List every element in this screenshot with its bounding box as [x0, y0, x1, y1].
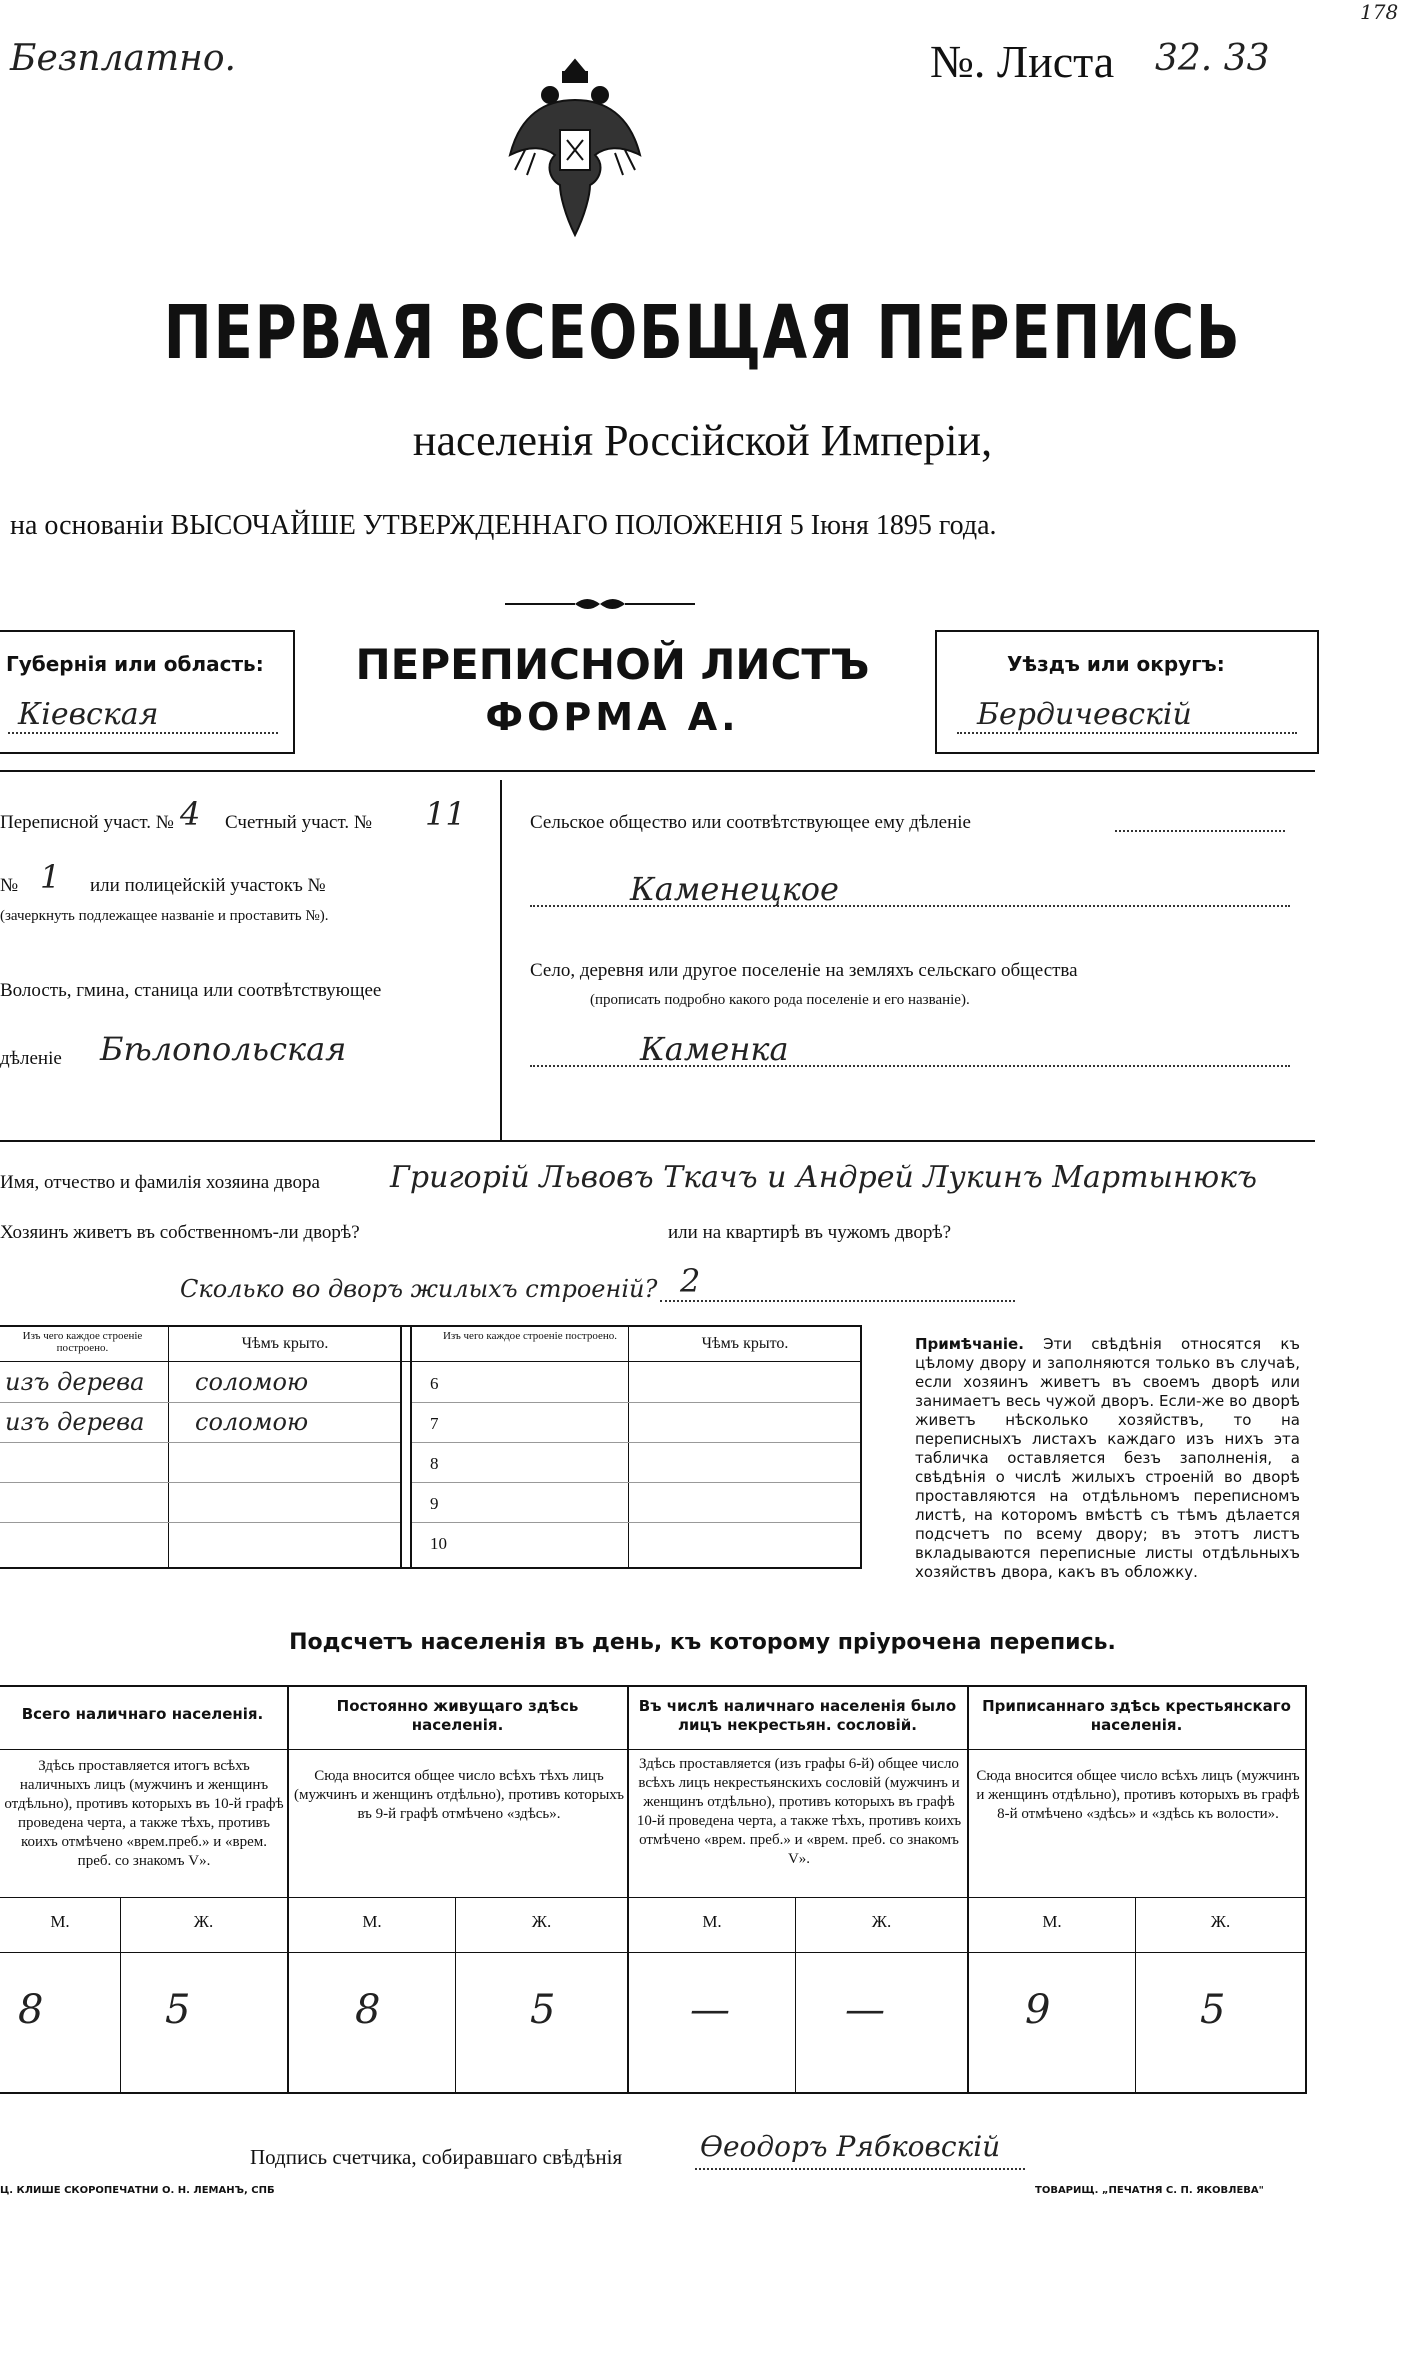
signature-label: Подпись счетчика, собиравшаго свѣдѣнія [250, 2145, 623, 2169]
pop-total-female: 5 [165, 1987, 191, 2033]
stan-value: 1 [40, 858, 61, 896]
pop-col-3 [967, 1687, 969, 2092]
village-label: Село, деревня или другое поселеніе на земляхъ сельскаго общества [530, 960, 1078, 981]
pop-total-male: 8 [18, 1987, 44, 2033]
volost-label-2: дѣленіе [0, 1048, 62, 1069]
female-label: Ж. [193, 1912, 214, 1931]
table-row [0, 1362, 400, 1403]
pop-col-registered-desc: Сюда вносится общее число всѣхъ лицъ (мужчинъ и женщинъ отдѣльно), противъ которыхъ въ графѣ 8-й отмѣчено «здѣсь» и «здѣсь къ волости». [976, 1768, 1300, 1822]
col-material-right: Изъ чего каждое строеніе построено. [442, 1330, 618, 1342]
free-label: Безплатно. [10, 38, 236, 79]
census-subtitle: населенія Россійской Имперіи, [412, 416, 993, 465]
male-label: М. [362, 1912, 382, 1931]
divider-top [0, 770, 1315, 772]
male-label: М. [50, 1912, 70, 1931]
signature-line [695, 2168, 1025, 2170]
pop-col-nonpeasant-desc: Здѣсь проставляется (изъ графы 6-й) общее число всѣхъ лицъ некрестьянскихъ сословій (мужчинъ и женщинъ отдѣльно), противъ которыхъ въ графѣ 10-й проведена черта, а также тѣхъ, противъ коихъ отмѣчено «врем. преб.» и «врем. преб. со знакомъ V». [636, 1756, 962, 1867]
population-title: Подсчетъ населенія въ день, къ которому пріурочена перепись. [289, 1630, 1116, 1655]
buildings-label: Сколько во дворъ жилыхъ строеній? [180, 1275, 658, 1303]
pop-col-permanent-desc: Сюда вносится общее число всѣхъ тѣхъ лицъ (мужчинъ и женщинъ отдѣльно), противъ которыхъ въ 9-й графѣ отмѣчено «здѣсь». [294, 1768, 624, 1822]
table-row [412, 1522, 860, 1562]
gubernia-label: Губернія или область: [6, 652, 264, 676]
owner-label: Имя, отчество и фамилія хозяина двора [0, 1172, 320, 1193]
pop-permanent-female: 5 [530, 1987, 556, 2033]
pop-col-nonpeasant-header: Въ числѣ наличнаго населенія было лицъ некрестьян. сословій. [638, 1697, 957, 1734]
sheet-number-label: №. Листа [930, 36, 1115, 87]
building-roof: соломою [195, 1368, 309, 1396]
pop-permanent-male: 8 [355, 1987, 381, 2033]
pop-col-total-header: Всего наличнаго населенія. [21, 1705, 264, 1723]
uezd-value: Бердичевскій [977, 697, 1192, 732]
form-subtitle: ФОРМА А. [485, 695, 740, 739]
pop-col-2 [627, 1687, 629, 2092]
owner-value: Григорій Львовъ Ткачъ и Андрей Лукинъ Мартынюкъ [390, 1160, 1258, 1195]
pop-mf-line [0, 1952, 1305, 1953]
other-yard-label: или на квартирѣ въ чужомъ дворѣ? [668, 1222, 952, 1243]
stan-prefix: № [0, 875, 19, 896]
female-label: Ж. [1210, 1912, 1231, 1931]
pop-col-1 [287, 1687, 289, 2092]
row-number: 9 [430, 1494, 439, 1513]
uezd-line [957, 732, 1297, 734]
count-label: Счетный участ. № [225, 812, 372, 833]
count-value: 11 [425, 795, 466, 833]
signature-value: Ѳеодоръ Рябковскій [700, 2130, 1001, 2163]
table-row [412, 1402, 860, 1443]
buildings-value: 2 [680, 1262, 701, 1300]
block-divider [500, 780, 502, 1140]
table-col-2 [400, 1327, 402, 1567]
society-line-1 [1115, 830, 1285, 832]
female-label: Ж. [531, 1912, 552, 1931]
form-title-box [300, 630, 925, 750]
divider-middle [0, 1140, 1315, 1142]
census-basis: на основаніи ВЫСОЧАЙШЕ УТВЕРЖДЕННАГО ПОЛОЖЕНІЯ 5 Іюня 1895 года. [10, 510, 997, 541]
building-material: изъ дерева [5, 1408, 145, 1436]
printer-right: ТОВАРИЩ. „ПЕЧАТНЯ С. П. ЯКОВЛЕВА" [1035, 2185, 1264, 2196]
own-yard-label: Хозяинъ живетъ въ собственномъ-ли дворѣ? [0, 1222, 360, 1243]
row-number: 10 [430, 1534, 447, 1553]
page-number: 178 [1360, 0, 1399, 24]
pop-col-registered-header: Приписаннаго здѣсь крестьянскаго населенія. [982, 1697, 1291, 1734]
note-block [915, 1335, 1300, 1582]
uezd-box [935, 630, 1319, 754]
ornament-divider [505, 592, 695, 616]
note-label: Примѣчаніе. [915, 1335, 1024, 1353]
female-label: Ж. [871, 1912, 892, 1931]
col-material-left: Изъ чего каждое строеніе построено. [22, 1330, 143, 1354]
gubernia-line [8, 732, 278, 734]
col-roof-left: Чѣмъ крыто. [241, 1335, 329, 1352]
pop-registered-male: 9 [1025, 1987, 1051, 2033]
table-row [412, 1482, 860, 1523]
pop-registered-female: 5 [1200, 1987, 1226, 2033]
building-material: изъ дерева [5, 1368, 145, 1396]
society-line-2 [530, 905, 1290, 907]
society-label: Сельское общество или соотвѣтствующее ему дѣленіе [530, 812, 971, 833]
stan-suffix: или полицейскій участокъ № [90, 875, 326, 896]
section-label: Переписной участ. № [0, 812, 174, 833]
table-row [0, 1402, 400, 1443]
buildings-line [660, 1300, 1015, 1302]
pop-nonpeasant-female: — [845, 1987, 885, 2033]
male-label: М. [702, 1912, 722, 1931]
census-title: ПЕРВАЯ ВСЕОБЩАЯ ПЕРЕПИСЬ [163, 290, 1242, 376]
note-text: Эти свѣдѣнія относятся къ цѣлому двору и заполняются только въ случаѣ, если хозяинъ живетъ въ своемъ дворѣ или занимаетъ весь чужой дворъ. Если-же во дворѣ живетъ нѣсколько хозяйствъ, то на переписныхъ листахъ каждаго изъ нихъ эта табличка оставляется безъ заполненія, а свѣдѣнія о числѣ жилыхъ строеній во дворѣ проставляются на отдѣльномъ переписномъ листѣ, на которомъ вмѣстѣ съ тѣмъ дѣлается подсчетъ по всему двору; въ этотъ листъ вкладываются переписные листы отдѣльныхъ хозяйствъ двора, какъ въ обложку. [915, 1335, 1300, 1581]
table-row [0, 1482, 400, 1523]
population-table [0, 1685, 1307, 2094]
double-headed-eagle-emblem-icon [505, 55, 645, 240]
col-roof-right: Чѣмъ крыто. [701, 1335, 789, 1352]
row-number: 6 [430, 1374, 439, 1393]
village-line [530, 1065, 1290, 1067]
table-row [412, 1362, 860, 1403]
pop-nonpeasant-male: — [690, 1987, 730, 2033]
society-value: Каменецкое [630, 870, 839, 908]
village-note: (прописать подробно какого рода поселеніе и его названіе). [590, 992, 970, 1008]
sheet-number-value: 32. 33 [1155, 38, 1270, 79]
row-number: 8 [430, 1454, 439, 1473]
buildings-table [0, 1325, 862, 1569]
pop-col-total-desc: Здѣсь проставляется итогъ всѣхъ наличныхъ лицъ (мужчинъ и женщинъ отдѣльно), противъ которыхъ въ 10-й графѣ проведена черта, а также тѣхъ, противъ коихъ отмѣчено «врем.преб.» и «врем. преб. со знакомъ V». [4, 1758, 284, 1869]
printer-left: Ц. КЛИШЕ СКОРОПЕЧАТНИ О. Н. ЛЕМАНЪ, СПБ [0, 2185, 275, 2196]
table-row [0, 1442, 400, 1483]
gubernia-value: Кіевская [18, 697, 159, 732]
volost-value: Бѣлопольская [100, 1030, 347, 1068]
row-number: 7 [430, 1414, 439, 1433]
pop-desc-line [0, 1897, 1305, 1898]
pop-header-line [0, 1749, 1305, 1750]
village-value: Каменка [640, 1030, 789, 1068]
male-label: М. [1042, 1912, 1062, 1931]
volost-label: Волость, гмина, станица или соотвѣтствующее [0, 980, 382, 1001]
form-title: ПЕРЕПИСНОЙ ЛИСТЪ [355, 640, 870, 689]
gubernia-box [0, 630, 295, 754]
table-row [412, 1442, 860, 1483]
stan-note: (зачеркнуть подлежащее названіе и проставить №). [0, 908, 329, 924]
building-roof: соломою [195, 1408, 309, 1436]
section-value: 4 [180, 795, 201, 833]
pop-col-permanent-header: Постоянно живущаго здѣсь населенія. [336, 1697, 579, 1734]
uezd-label: Уѣздъ или округъ: [1007, 652, 1225, 676]
